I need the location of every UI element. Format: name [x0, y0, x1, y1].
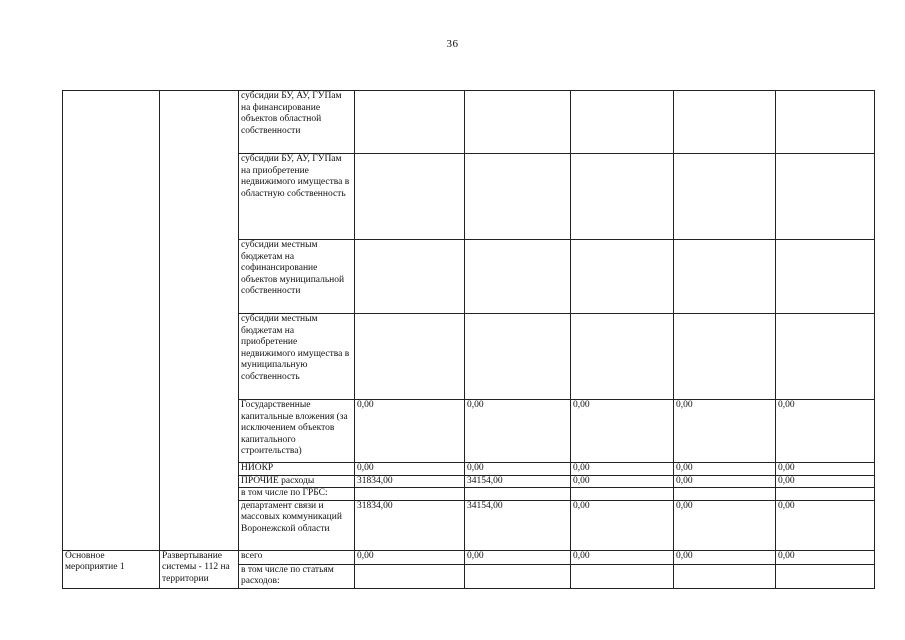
expense-label: департамент связи и массовых коммуникаций Воронежской области: [239, 500, 355, 550]
value-cell: [776, 564, 875, 588]
value-cell: [776, 154, 875, 240]
value-cell: [674, 314, 776, 400]
value-cell: 0,00: [674, 400, 776, 463]
event-name-cell: Развертывание системы - 112 на территории: [160, 550, 239, 588]
expense-label: Государственные капитальные вложения (за исключением объектов капитального строительства): [239, 400, 355, 463]
value-cell: 31834,00: [355, 500, 465, 550]
value-cell: [571, 314, 674, 400]
event-status-cell: Основное мероприятие 1: [63, 550, 160, 588]
value-cell: [571, 564, 674, 588]
value-cell: [465, 564, 571, 588]
value-cell: [674, 488, 776, 501]
value-cell: [465, 154, 571, 240]
value-cell: 0,00: [465, 550, 571, 564]
value-cell: [355, 564, 465, 588]
table-row: [63, 550, 875, 564]
expense-label: субсидии местным бюджетам на софинансирование объектов муниципальной собственности: [239, 240, 355, 314]
value-cell: 0,00: [355, 550, 465, 564]
value-cell: 0,00: [674, 463, 776, 476]
expense-label: субсидии БУ, АУ, ГУПам на финансирование объектов областной собственности: [239, 91, 355, 154]
value-cell: 0,00: [571, 400, 674, 463]
name-cell: [160, 91, 239, 551]
value-cell: 0,00: [571, 500, 674, 550]
value-cell: [465, 240, 571, 314]
value-cell: 0,00: [465, 400, 571, 463]
value-cell: [355, 154, 465, 240]
value-cell: [355, 488, 465, 501]
value-cell: 0,00: [674, 500, 776, 550]
value-cell: 0,00: [674, 475, 776, 488]
value-cell: [355, 314, 465, 400]
value-cell: [674, 564, 776, 588]
budget-table: [62, 90, 875, 589]
expense-label: в том числе по статьям расходов:: [239, 564, 355, 588]
table-row: [63, 91, 875, 154]
value-cell: [355, 240, 465, 314]
value-cell: 34154,00: [465, 475, 571, 488]
value-cell: [571, 240, 674, 314]
value-cell: 0,00: [776, 400, 875, 463]
value-cell: 0,00: [776, 475, 875, 488]
value-cell: [776, 91, 875, 154]
value-cell: 0,00: [355, 463, 465, 476]
value-cell: [674, 240, 776, 314]
value-cell: [465, 91, 571, 154]
value-cell: 34154,00: [465, 500, 571, 550]
value-cell: 0,00: [674, 550, 776, 564]
value-cell: 31834,00: [355, 475, 465, 488]
value-cell: 0,00: [571, 550, 674, 564]
value-cell: 0,00: [571, 475, 674, 488]
value-cell: 0,00: [355, 400, 465, 463]
expense-label: всего: [239, 550, 355, 564]
value-cell: 0,00: [571, 463, 674, 476]
value-cell: [465, 488, 571, 501]
value-cell: 0,00: [465, 463, 571, 476]
value-cell: [674, 154, 776, 240]
value-cell: [355, 91, 465, 154]
value-cell: [776, 240, 875, 314]
value-cell: [571, 154, 674, 240]
value-cell: 0,00: [776, 463, 875, 476]
status-cell: [63, 91, 160, 551]
expense-label: ПРОЧИЕ расходы: [239, 475, 355, 488]
expense-label: в том числе по ГРБС:: [239, 488, 355, 501]
value-cell: [674, 91, 776, 154]
value-cell: [571, 91, 674, 154]
expense-label: субсидии местным бюджетам на приобретение недвижимого имущества в муниципальную собственность: [239, 314, 355, 400]
value-cell: [571, 488, 674, 501]
value-cell: [465, 314, 571, 400]
value-cell: 0,00: [776, 500, 875, 550]
page-number: 36: [446, 38, 459, 50]
value-cell: 0,00: [776, 550, 875, 564]
value-cell: [776, 488, 875, 501]
expense-label: НИОКР: [239, 463, 355, 476]
expense-label: субсидии БУ, АУ, ГУПам на приобретение недвижимого имущества в областную собственность: [239, 154, 355, 240]
value-cell: [776, 314, 875, 400]
